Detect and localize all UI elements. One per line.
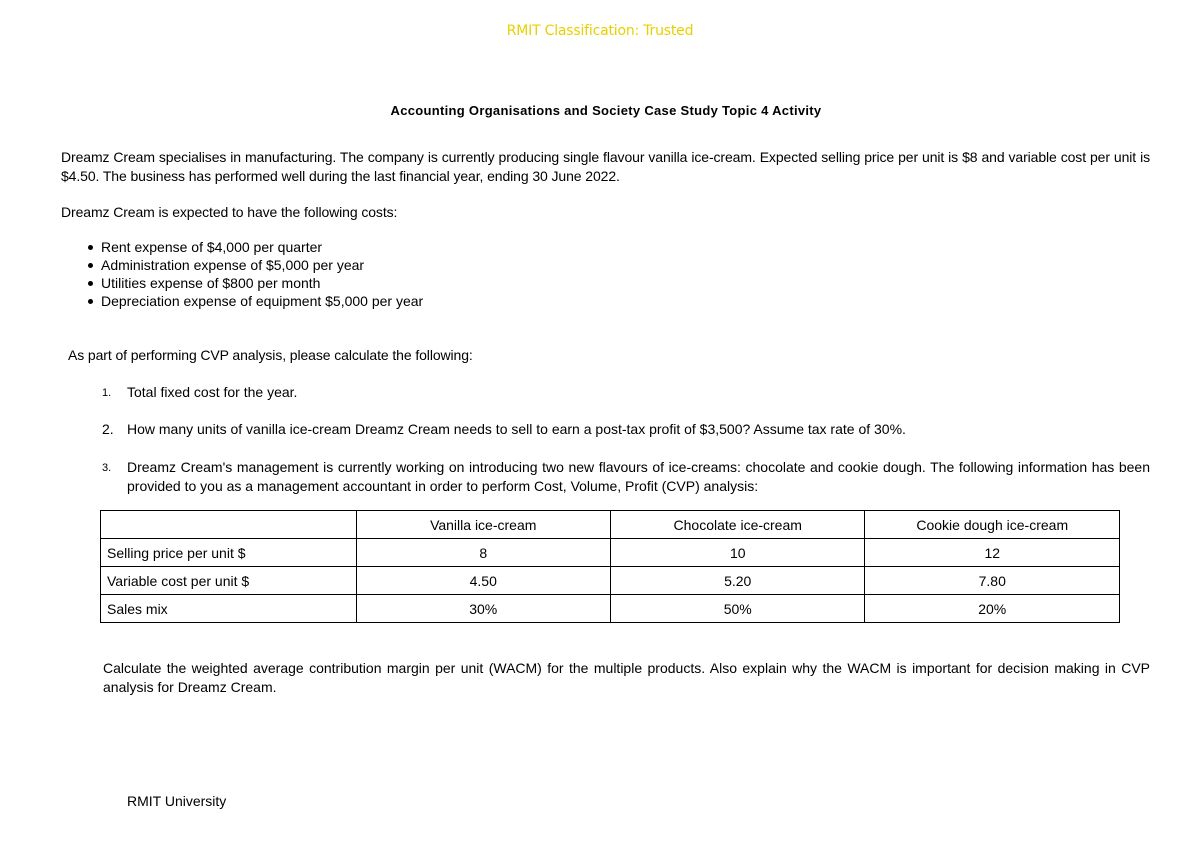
table-cell: Variable cost per unit $ [101, 567, 357, 595]
table-cell: 10 [610, 539, 864, 567]
table-cell: Selling price per unit $ [101, 539, 357, 567]
table-cell: 20% [865, 595, 1120, 623]
question-2 [102, 420, 1150, 439]
table-cell: 12 [865, 539, 1120, 567]
question-number: 1. [102, 387, 112, 399]
table-row [101, 595, 1120, 623]
table-header-cell: Chocolate ice-cream [610, 511, 864, 539]
classification-label: RMIT Classification: Trusted [506, 23, 694, 39]
table-cell: 7.80 [865, 567, 1120, 595]
table-cell: 5.20 [610, 567, 864, 595]
table-header-row [101, 511, 1120, 539]
list-item: Administration expense of $5,000 per year [101, 256, 423, 274]
footer-text: RMIT University [127, 793, 227, 809]
list-item: Rent expense of $4,000 per quarter [101, 238, 423, 256]
question-text: Dreamz Cream's management is currently working on introducing two new flavours of ice-creams: chocolate and cookie dough. The following information has been provided to you as a management accountant in order to perform Cost, Volume, Profit (CVP) analysis: [127, 459, 1150, 494]
cost-list [101, 238, 423, 310]
intro-paragraph: Dreamz Cream specialises in manufacturing. The company is currently producing single flavour vanilla ice-cream. Expected selling price per unit is $8 and variable cost per unit is $4.50. The business has performed well during the last financial year, ending 30 June 2022. [61, 149, 1150, 184]
table-cell: 8 [356, 539, 610, 567]
table-cell: 30% [356, 595, 610, 623]
table-header-cell: Cookie dough ice-cream [865, 511, 1120, 539]
table-cell: 50% [610, 595, 864, 623]
question-number: 3. [102, 462, 112, 474]
question-number: 2. [102, 421, 114, 437]
table-row [101, 567, 1120, 595]
cvp-intro: As part of performing CVP analysis, please calculate the following: [68, 347, 473, 363]
table-cell: 4.50 [356, 567, 610, 595]
table-header-cell [101, 511, 357, 539]
costs-heading: Dreamz Cream is expected to have the following costs: [61, 204, 398, 220]
table-header-cell: Vanilla ice-cream [356, 511, 610, 539]
question-1 [102, 383, 1150, 402]
document-title: Accounting Organisations and Society Case Study Topic 4 Activity [390, 103, 822, 118]
table-row [101, 539, 1120, 567]
cvp-table [100, 510, 1120, 623]
table-cell: Sales mix [101, 595, 357, 623]
question-text: How many units of vanilla ice-cream Dreamz Cream needs to sell to earn a post-tax profit of $3,500? Assume tax rate of 30%. [127, 421, 906, 437]
list-item: Depreciation expense of equipment $5,000 per year [101, 293, 424, 309]
list-item: Utilities expense of $800 per month [101, 274, 423, 292]
question-text: Total fixed cost for the year. [127, 384, 298, 400]
closing-paragraph: Calculate the weighted average contribution margin per unit (WACM) for the multiple products. Also explain why the WACM is important for decision making in CVP analysis for Dreamz Cream. [103, 660, 1150, 695]
question-3 [102, 458, 1150, 496]
